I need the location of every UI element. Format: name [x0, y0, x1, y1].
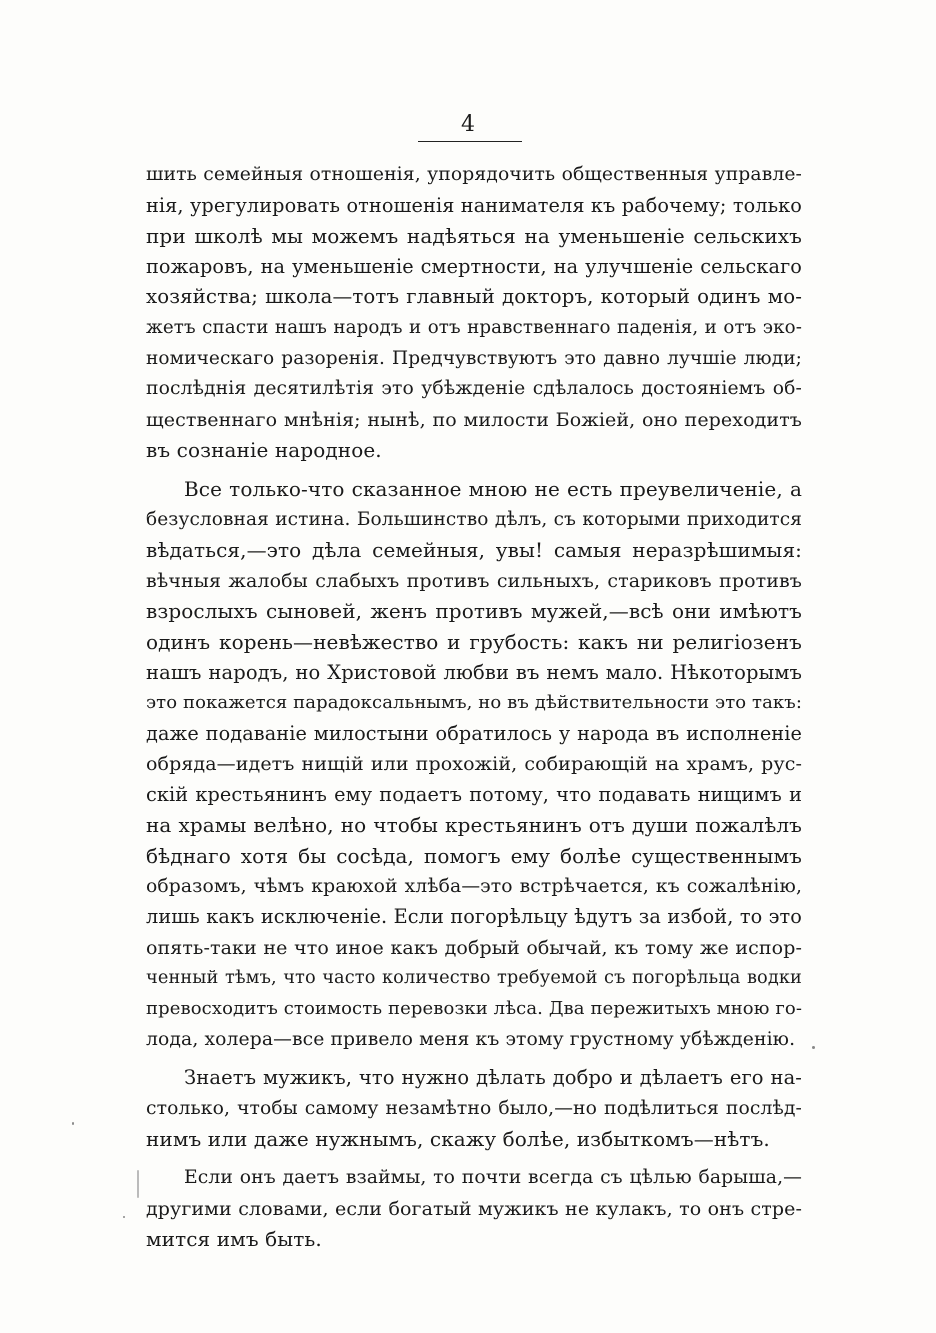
- text-line: скій крестьянинъ ему подаетъ потому, что подавать нищимъ и: [146, 782, 802, 806]
- text-line: безусловная истина. Большинство дѣлъ, съ которыми приходится: [146, 508, 802, 530]
- text-line: одинъ корень—невѣжество и грубость: какъ ни религіозенъ: [146, 629, 802, 654]
- text-line: превосходитъ стоимость перевозки лѣса. Два пережитыхъ мною го-: [146, 998, 802, 1020]
- paragraph: [146, 1163, 802, 1255]
- text-line: столько, чтобы самому незамѣтно было,—но подѣлиться послѣд-: [146, 1097, 802, 1119]
- text-line: пожаровъ, на уменьшеніе смертности, на улучшеніе сельскаго: [146, 254, 802, 278]
- paragraph: [146, 1063, 802, 1155]
- text-line: Если онъ даетъ взаймы, то почти всегда съ цѣлью барыша,—: [184, 1167, 802, 1188]
- text-line: шить семейныя отношенія, упорядочить общественныя управле-: [146, 164, 802, 185]
- body-text: [146, 160, 802, 1255]
- text-line: послѣднія десятилѣтія это убѣжденіе сдѣлалось достояніемъ об-: [146, 378, 802, 400]
- text-line: лода, холера—все привело меня къ этому грустному убѣжденію.: [146, 1028, 796, 1050]
- scan-speck: [72, 1122, 74, 1125]
- text-line: нимъ или даже нужнымъ, скажу болѣе, избыткомъ—нѣтъ.: [146, 1127, 770, 1152]
- scan-speck: [137, 1170, 139, 1198]
- text-line: нашъ народъ, но Христовой любви въ немъ мало. Нѣкоторымъ: [146, 660, 802, 684]
- paragraph: [146, 160, 802, 466]
- text-line: Знаетъ мужикъ, что нужно дѣлать добро и дѣлаетъ его на-: [184, 1066, 802, 1090]
- scan-speck: [812, 1046, 815, 1049]
- text-line: вѣчныя жалобы слабыхъ противъ сильныхъ, стариковъ противъ: [146, 569, 802, 592]
- text-line: въ сознаніе народное.: [146, 438, 382, 463]
- text-line: при школѣ мы можемъ надѣяться на уменьшеніе сельскихъ: [146, 224, 802, 249]
- text-line: номическаго разоренія. Предчувствуютъ это давно лучшіе люди;: [146, 347, 802, 369]
- text-line: вѣдаться,—это дѣла семейныя, увы! самыя неразрѣшимыя:: [146, 538, 802, 563]
- text-line: это покажется парадоксальнымъ, но въ дѣйствительности это такъ:: [146, 692, 802, 714]
- text-line: опять-таки не что иное какъ добрый обычай, къ тому же испор-: [146, 936, 802, 959]
- text-line: нія, урегулировать отношенія нанимателя къ рабочему; только: [146, 193, 802, 217]
- text-line: другими словами, если богатый мужикъ не кулакъ, то онъ стре-: [146, 1197, 802, 1220]
- paragraph: [146, 474, 802, 1055]
- text-line: Все только-что сказанное мною не есть преувеличеніе, а: [184, 476, 802, 501]
- text-line: на храмы велѣно, но чтобы крестьянинъ отъ души пожалѣлъ: [146, 813, 802, 838]
- text-line: даже подаваніе милостыни обратилось у народа въ исполненіе: [146, 721, 802, 745]
- page-number: 4: [461, 112, 475, 137]
- text-line: образомъ, чѣмъ краюхой хлѣба—это встрѣчается, къ сожалѣнію,: [146, 875, 802, 897]
- paragraph-gap: [146, 1155, 802, 1163]
- text-line: обряда—идетъ нищій или прохожій, собирающій на храмъ, рус-: [146, 753, 802, 776]
- text-line: щественнаго мнѣнія; нынѣ, по милости Божіей, оно переходитъ: [146, 408, 802, 431]
- text-line: хозяйства; школа—тотъ главный докторъ, который одинъ мо-: [146, 285, 802, 309]
- text-line: ченный тѣмъ, что часто количество требуемой съ погорѣльца водки: [146, 968, 802, 989]
- scan-speck: [123, 1216, 125, 1218]
- text-line: жетъ спасти нашъ народъ и отъ нравственнаго паденія, и отъ эко-: [146, 316, 802, 338]
- paragraph-gap: [146, 466, 802, 474]
- text-line: бѣднаго хотя бы сосѣда, помогъ ему болѣе существеннымъ: [146, 844, 802, 869]
- paragraph-gap: [146, 1055, 802, 1063]
- text-line: мится имъ быть.: [146, 1227, 322, 1252]
- text-line: взрослыхъ сыновей, женъ противъ мужей,—всѣ они имѣютъ: [146, 599, 802, 624]
- page-number-rule: [418, 141, 522, 142]
- text-line: лишь какъ исключеніе. Если погорѣльцу ѣдутъ за избой, то это: [146, 905, 802, 929]
